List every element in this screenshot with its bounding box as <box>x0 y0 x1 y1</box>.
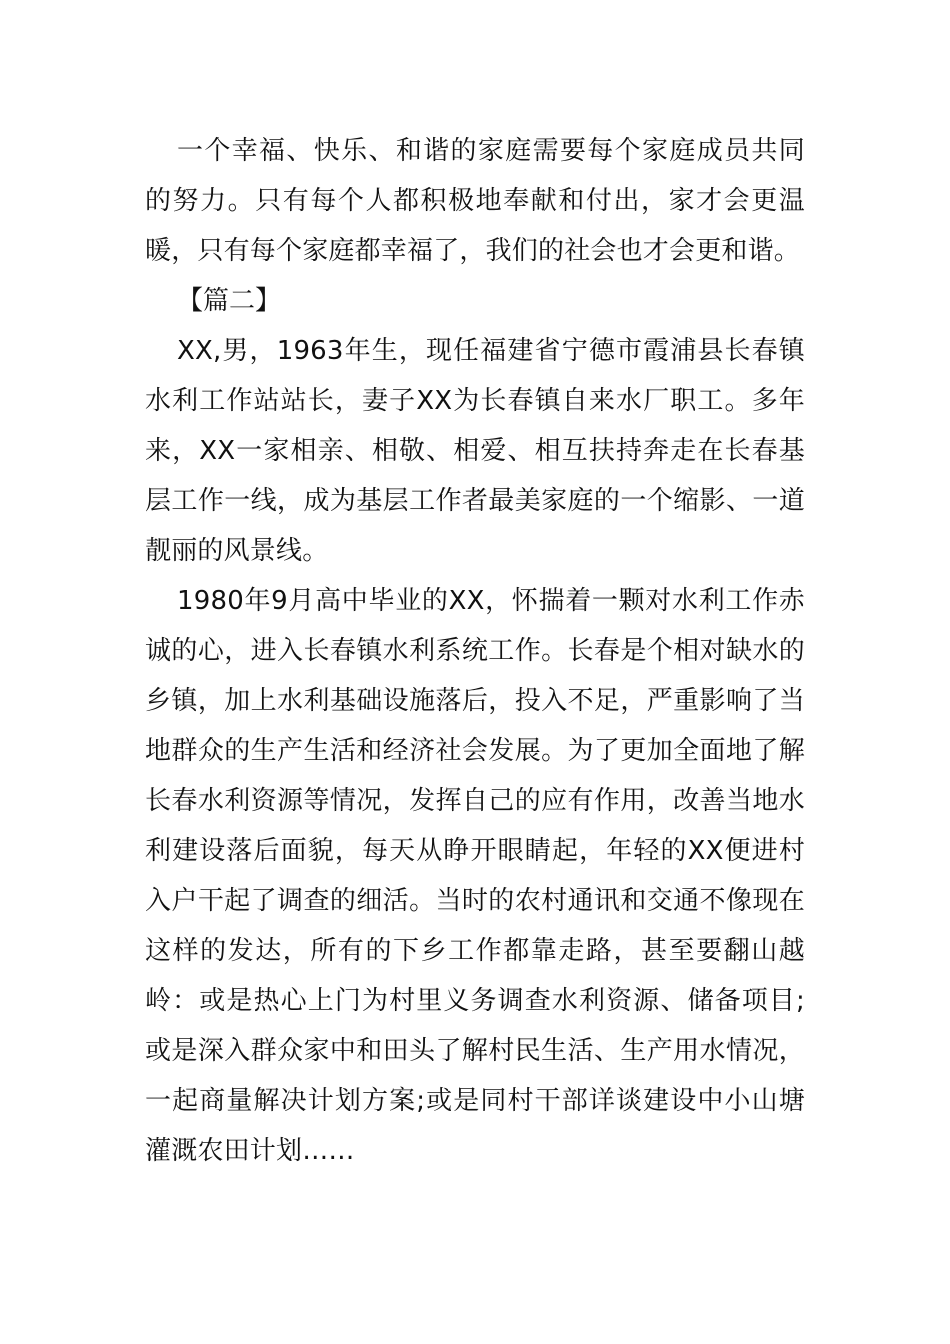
paragraph-introduction: XX,男，1963年生，现任福建省宁德市霞浦县长春镇水利工作站站长，妻子XX为长春镇自来水厂职工。多年来，XX一家相亲、相敬、相爱、相互扶持奔走在长春基层工作一线，成为基层工作者最美家庭的一个缩影、一道靓丽的风景线。 <box>145 336 805 566</box>
section-heading: 【篇二】 <box>177 286 282 316</box>
document-body <box>145 126 805 1176</box>
paragraph-work-history: 1980年9月高中毕业的XX，怀揣着一颗对水利工作赤诚的心，进入长春镇水利系统工作。长春是个相对缺水的乡镇，加上水利基础设施落后，投入不足，严重影响了当地群众的生产生活和经济社会发展。为了更加全面地了解长春水利资源等情况，发挥自己的应有作用，改善当地水利建设落后面貌，每天从睁开眼睛起，年轻的XX便进村入户干起了调查的细活。当时的农村通讯和交通不像现在这样的发达，所有的下乡工作都靠走路，甚至要翻山越岭：或是热心上门为村里义务调查水利资源、储备项目;或是深入群众家中和田头了解村民生活、生产用水情况，一起商量解决计划方案;或是同村干部详谈建设中小山塘灌溉农田计划…… <box>145 586 805 1166</box>
paragraph-family-harmony: 一个幸福、快乐、和谐的家庭需要每个家庭成员共同的努力。只有每个人都积极地奉献和付出，家才会更温暖，只有每个家庭都幸福了，我们的社会也才会更和谐。 <box>145 136 805 266</box>
